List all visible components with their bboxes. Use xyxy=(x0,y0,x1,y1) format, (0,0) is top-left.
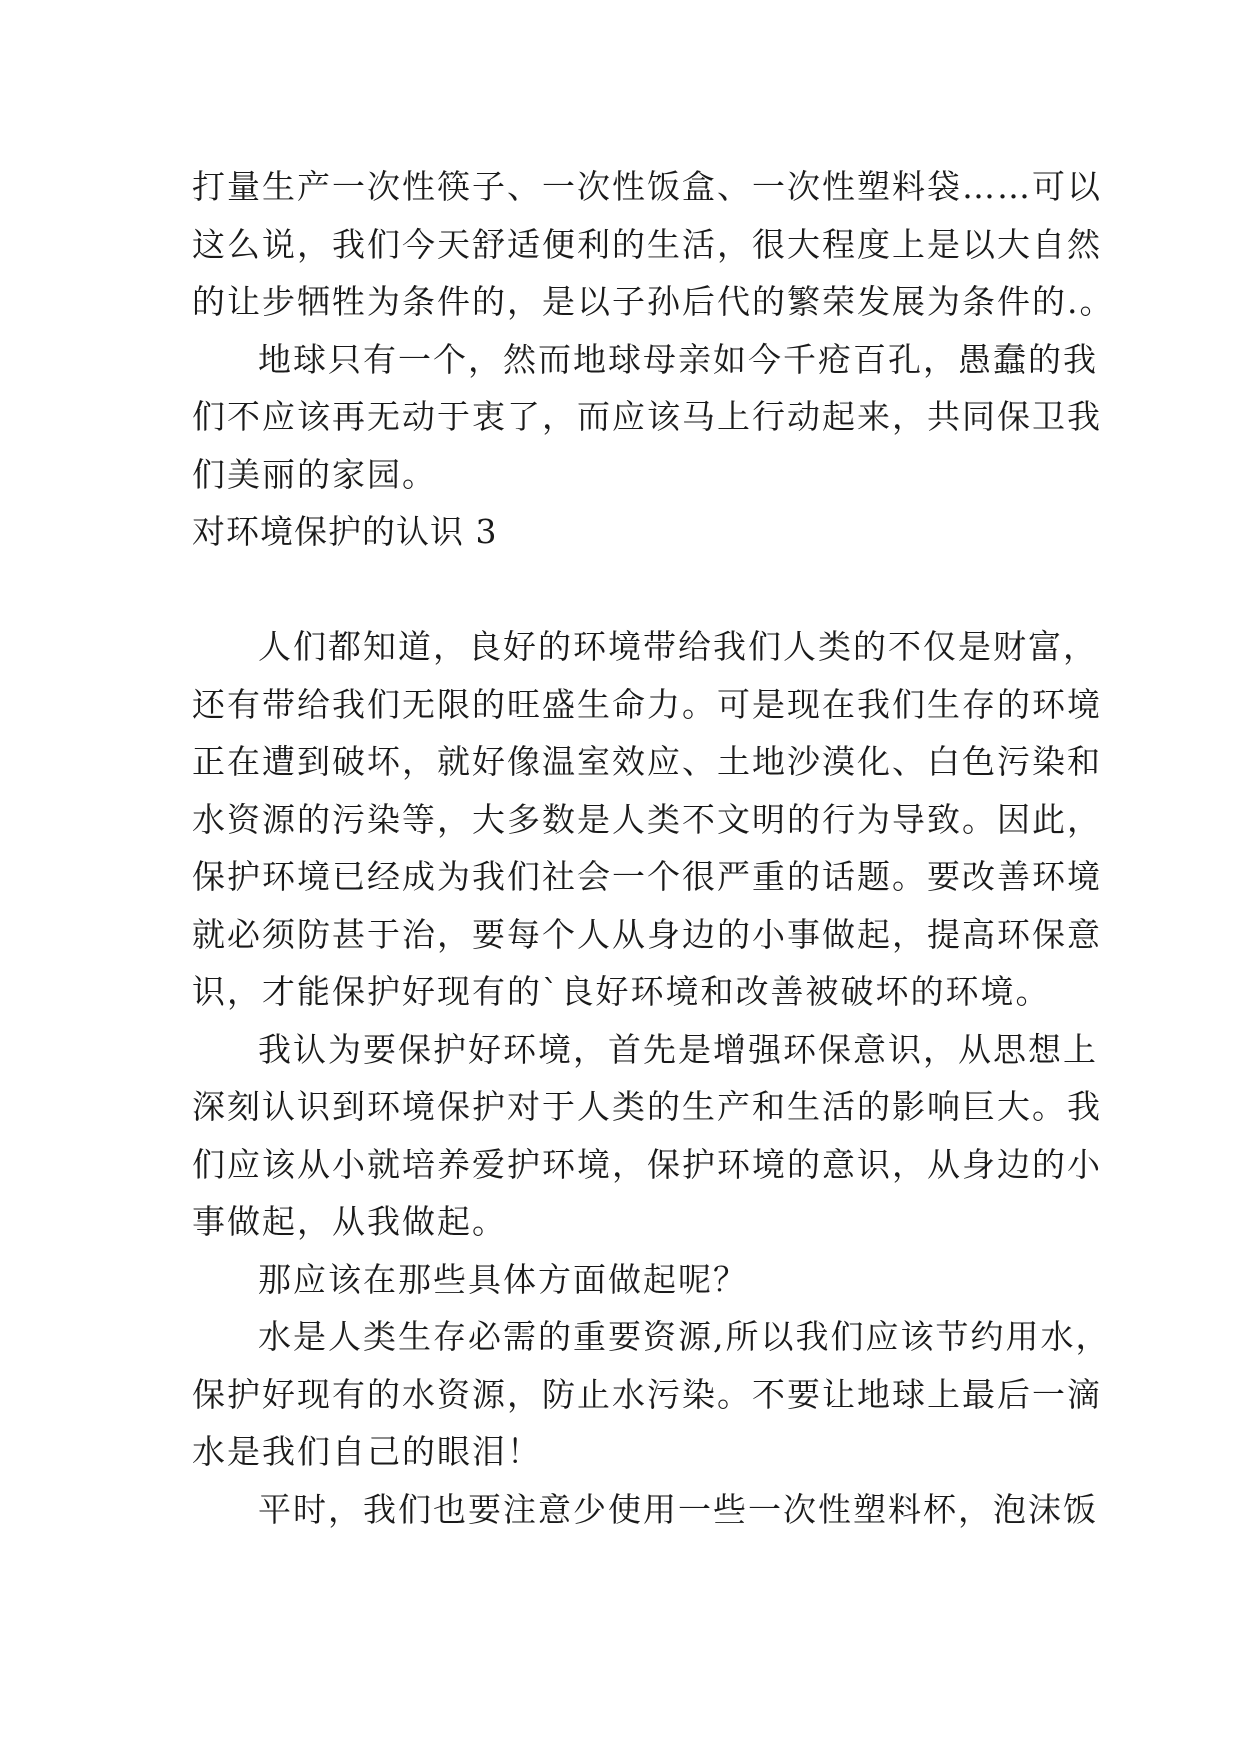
text-line: 平时，我们也要注意少使用一些一次性塑料杯，泡沫饭 xyxy=(258,1489,1098,1529)
text-line: 人们都知道，良好的环境带给我们人类的不仅是财富， xyxy=(258,627,1098,666)
paragraph xyxy=(192,331,1102,504)
paragraph xyxy=(192,1481,1098,1539)
text-line: 那应该在那些具体方面做起呢？ xyxy=(258,1259,748,1299)
text-line: 事做起，从我做起。 xyxy=(192,1202,507,1241)
text-line: 正在遭到破坏，就好像温室效应、土地沙漠化、白色污染和 xyxy=(192,742,1102,781)
text-line: 地球只有一个，然而地球母亲如今千疮百孔，愚蠢的我 xyxy=(258,339,1098,379)
text-line: 识，才能保护好现有的`良好环境和改善被破坏的环境。 xyxy=(192,972,1051,1011)
section-heading: 对环境保护的认识 3 xyxy=(192,512,498,551)
blank-gap xyxy=(192,561,1062,619)
text-line: 水是我们自己的眼泪！ xyxy=(192,1432,542,1471)
text-line: 我认为要保护好环境，首先是增强环保意识，从思想上 xyxy=(258,1029,1098,1069)
paragraph xyxy=(192,1251,1062,1309)
text-line: 们不应该再无动于衷了，而应该马上行动起来，共同保卫我 xyxy=(192,397,1102,436)
paragraph xyxy=(192,158,1115,331)
text-line: 深刻认识到环境保护对于人类的生产和生活的影响巨大。我 xyxy=(192,1087,1102,1126)
text-line: 水是人类生存必需的重要资源,所以我们应该节约用水， xyxy=(258,1317,1111,1356)
text-line: 水资源的污染等，大多数是人类不文明的行为导致。因此， xyxy=(192,799,1102,839)
text-line: 们美丽的家园。 xyxy=(192,454,437,494)
paragraph xyxy=(192,1021,1102,1251)
paragraph xyxy=(192,1308,1111,1481)
document-body xyxy=(192,158,1115,1538)
text-line: 打量生产一次性筷子、一次性饭盒、一次性塑料袋……可以 xyxy=(192,167,1102,206)
text-line: 还有带给我们无限的旺盛生命力。可是现在我们生存的环境 xyxy=(192,684,1102,724)
text-line: 的让步牺牲为条件的，是以子孙后代的繁荣发展为条件的.。 xyxy=(192,282,1115,321)
text-line: 这么说，我们今天舒适便利的生活，很大程度上是以大自然 xyxy=(192,224,1102,264)
text-line: 保护环境已经成为我们社会一个很严重的话题。要改善环境 xyxy=(192,857,1102,896)
text-line: 们应该从小就培养爱护环境，保护环境的意识，从身边的小 xyxy=(192,1144,1102,1184)
text-line: 保护好现有的水资源，防止水污染。不要让地球上最后一滴 xyxy=(192,1374,1102,1414)
paragraph xyxy=(192,618,1102,1021)
text-line: 就必须防甚于治，要每个人从身边的小事做起，提高环保意 xyxy=(192,914,1102,954)
